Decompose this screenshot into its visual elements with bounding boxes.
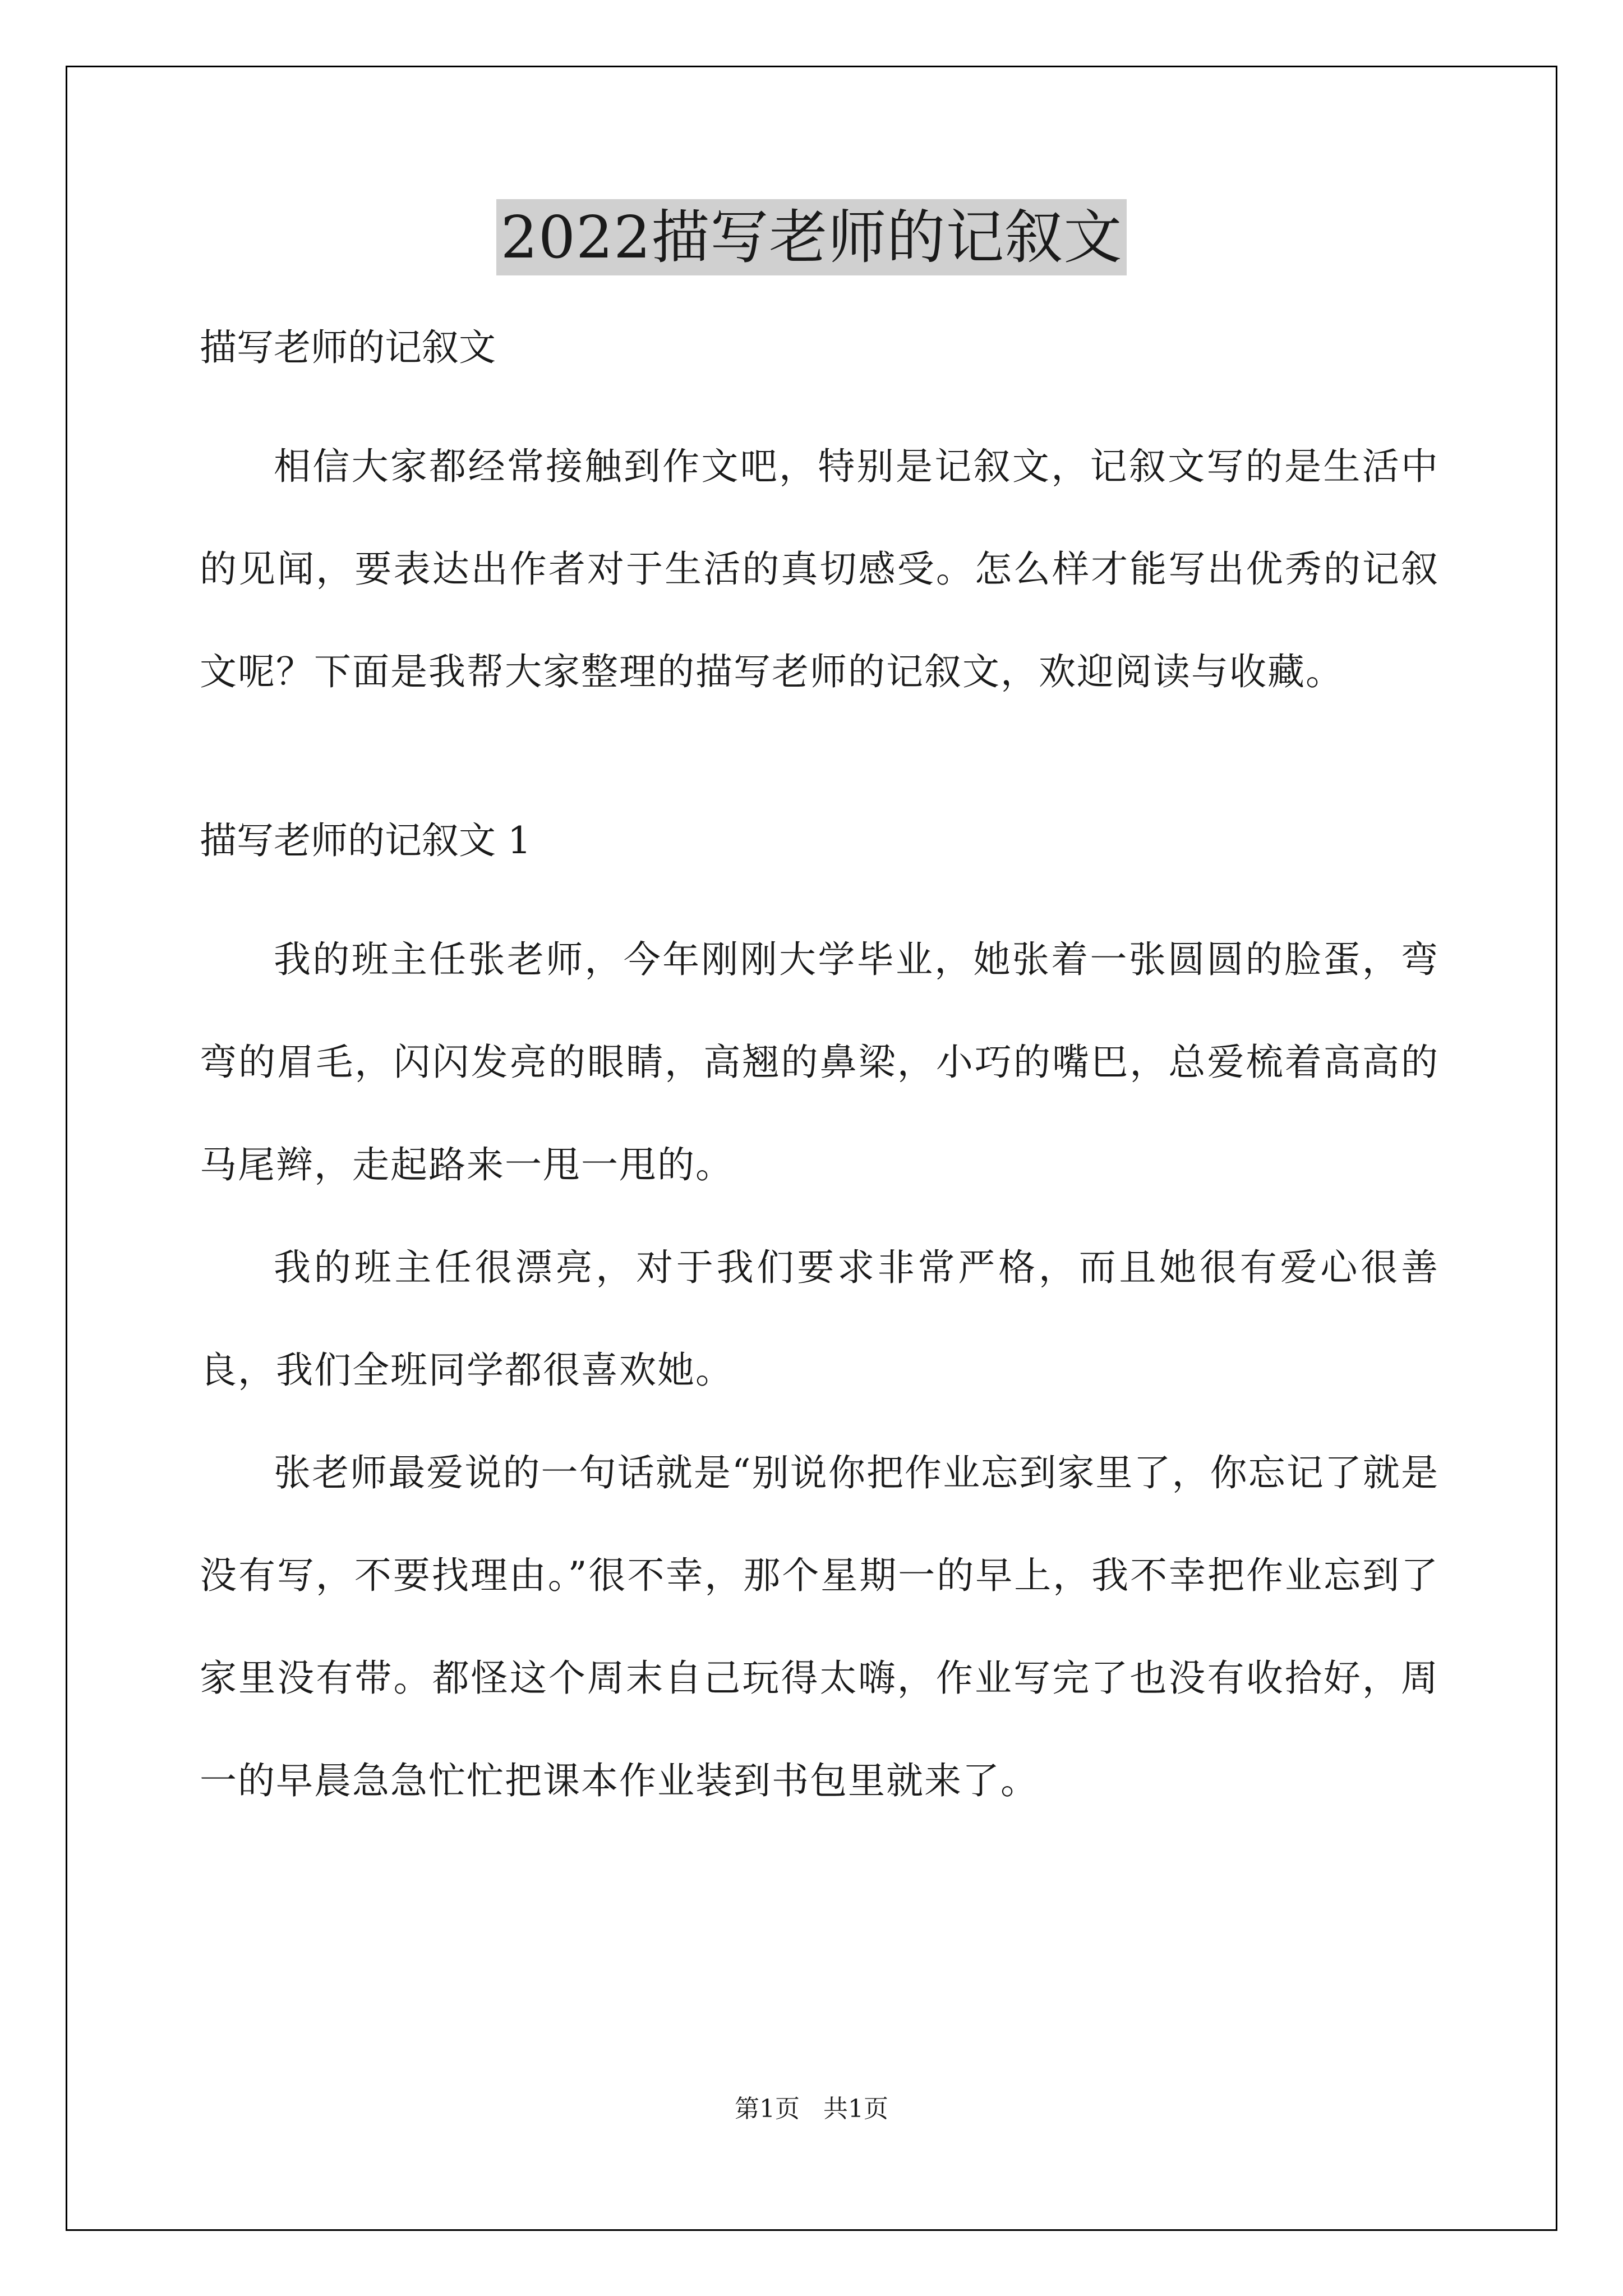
spacer [200, 381, 1439, 415]
body-paragraph: 我的班主任很漂亮，对于我们要求非常严格，而且她很有爱心很善良，我们全班同学都很喜欢她。 [200, 1246, 1439, 1392]
title-container [0, 199, 1623, 275]
page-number: 第1页 [735, 2095, 800, 2123]
document-title: 2022描写老师的记叙文 [496, 199, 1127, 275]
body-paragraph: 张老师最爱说的一句话就是“别说你把作业忘到家里了，你忘记了就是没有写，不要找理由。”很不幸，那个星期一的早上，我不幸把作业忘到了家里没有带。都怪这个周末自己玩得太嗨，作业写完了也没有收拾好，周一的早晨急急忙忙把课本作业装到书包里就来了。 [200, 1451, 1439, 1802]
spacer [200, 875, 1439, 908]
section-heading: 描写老师的记叙文 1 [200, 819, 531, 862]
spacer [200, 723, 1439, 807]
page-footer [0, 2092, 1623, 2126]
body-paragraph: 我的班主任张老师，今年刚刚大学毕业，她张着一张圆圆的脸蛋，弯弯的眉毛，闪闪发亮的眼睛，高翘的鼻梁，小巧的嘴巴，总爱梳着高高的马尾辫，走起路来一甩一甩的。 [200, 938, 1439, 1186]
page-count: 共1页 [823, 2095, 888, 2123]
document-body [200, 314, 1439, 1832]
intro-heading: 描写老师的记叙文 [200, 326, 496, 369]
intro-paragraph: 相信大家都经常接触到作文吧，特别是记叙文，记叙文写的是生活中的见闻，要表达出作者对于生活的真切感受。怎么样才能写出优秀的记叙文呢？下面是我帮大家整理的描写老师的记叙文，欢迎阅读与收藏。 [200, 445, 1439, 693]
